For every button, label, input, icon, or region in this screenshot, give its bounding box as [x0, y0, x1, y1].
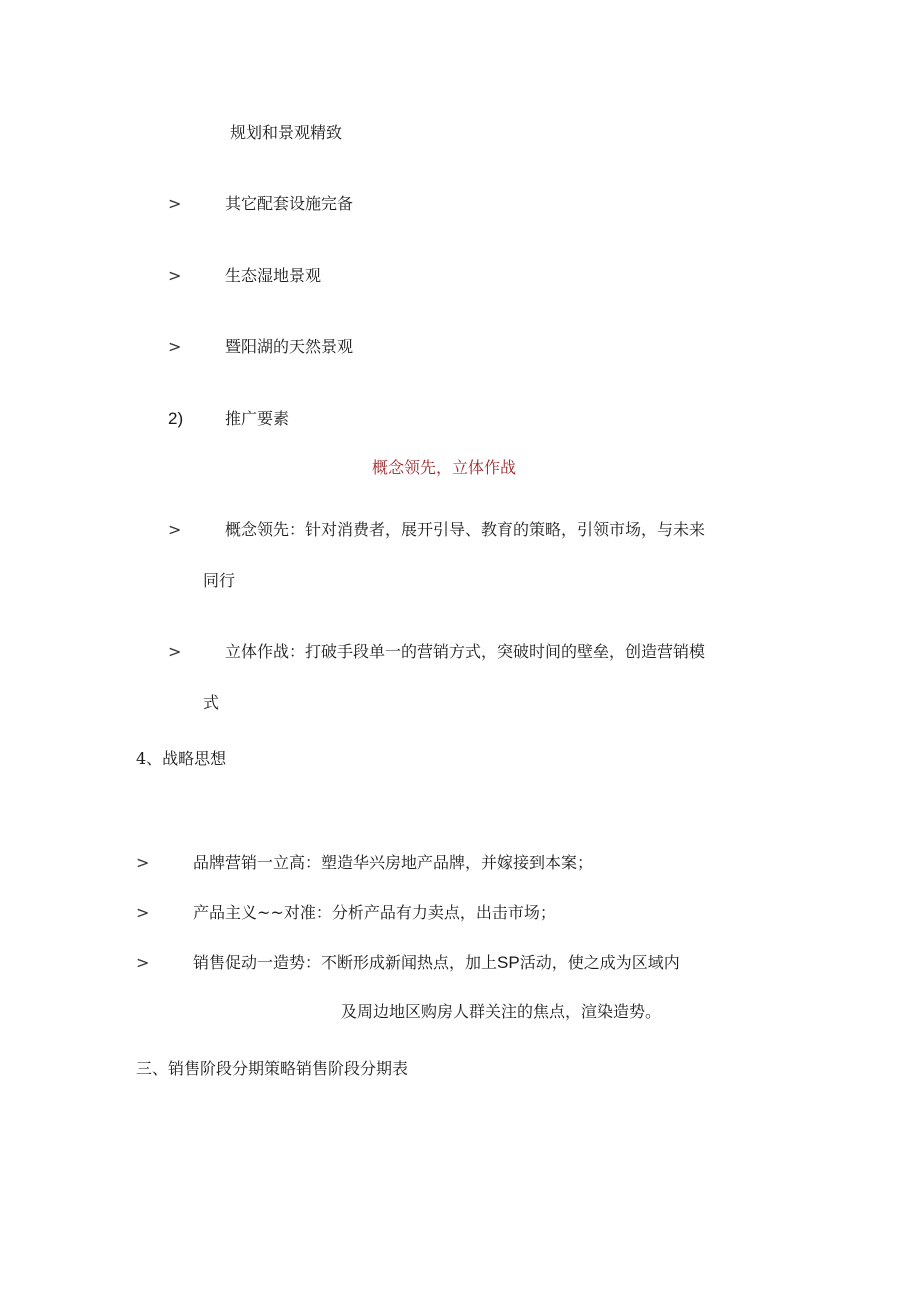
subsection-number: 2): [168, 409, 184, 428]
bullet-arrow-icon: >: [168, 337, 182, 356]
list-item: 暨阳湖的天然景观: [225, 337, 354, 356]
paragraph-concept-line1: 概念领先：针对消费者，展开引导、教育的策略，引领市场，与未来: [225, 520, 706, 539]
strategy-text-sp: SP: [497, 953, 520, 972]
bullet-arrow-icon: >: [168, 194, 182, 213]
paragraph-combat-line1: 立体作战：打破手段单一的营销方式，突破时间的壁垒，创造营销模: [225, 642, 706, 661]
strategy-item: [193, 953, 680, 973]
paragraph-combat-line2: 式: [203, 693, 220, 712]
strategy-item-continuation: 及周边地区购房人群关注的焦点，渲染造势。: [341, 1002, 662, 1021]
bullet-arrow-icon: >: [136, 853, 150, 872]
paragraph-concept-line2: 同行: [203, 571, 236, 590]
bullet-arrow-icon: >: [136, 953, 150, 972]
slogan-heading: 概念领先，立体作战: [372, 458, 517, 477]
strategy-text-a: 销售促动一造势：不断形成新闻热点，加上: [193, 953, 498, 972]
subsection-title: 推广要素: [225, 409, 290, 428]
bullet-arrow-icon: >: [168, 266, 182, 285]
bullet-arrow-icon: >: [168, 520, 182, 539]
list-item: 生态湿地景观: [225, 266, 322, 285]
section-heading-sales-phases: 三、销售阶段分期策略销售阶段分期表: [136, 1059, 409, 1078]
text-line-planning: 规划和景观精致: [230, 123, 343, 142]
strategy-item: 产品主义~~对准：分析产品有力卖点，出击市场；: [193, 903, 556, 922]
bullet-arrow-icon: >: [136, 903, 150, 922]
section-heading-strategy: 4、战略思想: [136, 749, 227, 768]
strategy-text-b: 活动，使之成为区域内: [519, 953, 680, 972]
strategy-item: 品牌营销一立高：塑造华兴房地产品牌，并嫁接到本案；: [193, 853, 594, 872]
bullet-arrow-icon: >: [168, 642, 182, 661]
list-item: 其它配套设施完备: [225, 194, 354, 213]
